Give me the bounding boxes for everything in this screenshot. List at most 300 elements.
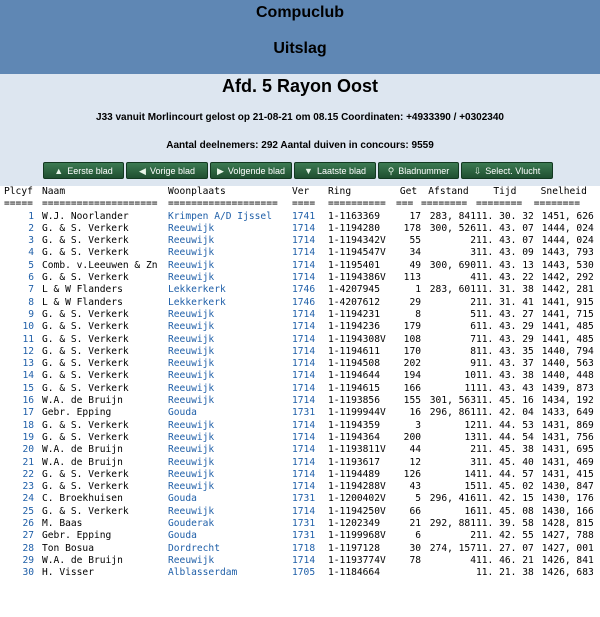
city-cell[interactable]: Reeuwijk (168, 358, 215, 370)
ring-cell: 1-1195401 (328, 259, 380, 271)
table-row (4, 235, 594, 247)
last-page-button[interactable] (294, 162, 376, 179)
city-cell[interactable]: Reeuwijk (168, 554, 215, 566)
name-cell: G. & S. Verkerk (42, 308, 129, 320)
name-cell: Gebr. Epping (42, 407, 112, 419)
first-page-button[interactable] (43, 162, 124, 179)
table-row (4, 407, 594, 419)
speed-cell: 1442, 292 (541, 272, 594, 284)
city-cell[interactable]: Reeuwijk (168, 272, 215, 284)
table-row (4, 444, 594, 456)
ring-cell: 1-4207612 (328, 296, 380, 308)
time-cell: 11. 43. 29 (476, 321, 534, 333)
place-cell: 27 (22, 530, 34, 542)
ver-cell[interactable]: 1714 (292, 554, 316, 566)
time-cell: 11. 21. 38 (476, 567, 534, 579)
table-row (4, 260, 594, 272)
get-cell: 5 (415, 493, 421, 505)
arrow-left-icon: ◀ (139, 166, 146, 176)
spacer-cell (34, 383, 42, 395)
distance-cell: 2 (470, 235, 476, 247)
select-flight-label: Select. Vlucht (485, 166, 541, 176)
city-cell[interactable]: Reeuwijk (168, 259, 215, 271)
ring-cell: 1-1193856 (328, 395, 380, 407)
speed-cell: 1427, 788 (541, 530, 594, 542)
get-cell: 155 (403, 395, 421, 407)
sep-plcyf: ===== (4, 198, 33, 210)
ver-cell[interactable]: 1714 (292, 395, 316, 407)
distance-cell: 14 (464, 468, 476, 480)
ring-cell: 1-1194547V (328, 247, 386, 259)
section-title: Afd. 5 Rayon Oost (221, 76, 378, 96)
table-header (4, 186, 594, 198)
ring-cell: 1-1200402V (328, 493, 386, 505)
ver-cell[interactable]: 1714 (292, 481, 316, 493)
name-cell: G. & S. Verkerk (42, 370, 129, 382)
speed-cell: 1431, 695 (541, 444, 594, 456)
spacer-cell (34, 444, 42, 456)
get-cell: 3 (415, 419, 421, 431)
city-cell[interactable]: Reeuwijk (168, 222, 215, 234)
speed-cell: 1431, 469 (541, 456, 594, 468)
table-row (4, 297, 594, 309)
distance-cell: 11 (464, 382, 476, 394)
time-cell: 11. 43. 22 (476, 272, 534, 284)
city-cell[interactable]: Reeuwijk (168, 444, 215, 456)
col-snelheid: Snelheid (540, 186, 587, 197)
ver-cell[interactable]: 1714 (292, 468, 316, 480)
time-cell: 11. 45. 38 (476, 444, 534, 456)
name-cell: Gebr. Epping (42, 530, 112, 542)
city-cell[interactable]: Krimpen A/D Ijssel (168, 210, 272, 222)
ring-cell: 1-1199968V (328, 530, 386, 542)
ver-cell[interactable]: 1741 (292, 210, 316, 222)
previous-page-button[interactable] (126, 162, 208, 179)
ring-cell: 1-1194236 (328, 321, 380, 333)
ring-cell: 1-1194280 (328, 222, 380, 234)
city-cell[interactable]: Reeuwijk (168, 247, 215, 259)
name-cell: W.J. Noorlander (42, 210, 129, 222)
spacer-cell (34, 211, 42, 223)
sep-tijd: ======== (476, 198, 523, 210)
table-row (4, 506, 594, 518)
sep-get: === (396, 198, 414, 210)
name-cell: C. Broekhuisen (42, 493, 123, 505)
ver-cell[interactable]: 1714 (292, 505, 316, 517)
speed-cell: 1426, 683 (541, 567, 594, 579)
name-cell: L & W Flanders (42, 296, 123, 308)
city-cell[interactable]: Reeuwijk (168, 505, 215, 517)
get-cell: 113 (403, 272, 421, 284)
ring-cell: 1-1194359 (328, 419, 380, 431)
speed-cell: 1431, 415 (541, 468, 594, 480)
ring-cell: 1-1197128 (328, 542, 380, 554)
name-cell: G. & S. Verkerk (42, 468, 129, 480)
select-flight-button[interactable] (461, 162, 553, 179)
ver-cell[interactable]: 1746 (292, 296, 316, 308)
speed-cell: 1440, 794 (541, 345, 594, 357)
ver-cell[interactable]: 1714 (292, 382, 316, 394)
distance-cell: 5 (470, 308, 476, 320)
app-title: Compuclub (256, 4, 344, 21)
city-cell[interactable]: Dordrecht (168, 542, 220, 554)
name-cell: W.A. de Bruijn (42, 554, 123, 566)
ver-cell[interactable]: 1714 (292, 370, 316, 382)
ver-cell[interactable]: 1731 (292, 493, 316, 505)
place-cell: 17 (22, 407, 34, 419)
get-cell: 17 (409, 210, 421, 222)
name-cell: H. Visser (42, 567, 94, 579)
city-cell[interactable]: Reeuwijk (168, 333, 215, 345)
city-cell[interactable]: Reeuwijk (168, 481, 215, 493)
name-cell: G. & S. Verkerk (42, 481, 129, 493)
speed-cell: 1433, 649 (541, 407, 594, 419)
time-cell: 11. 43. 07 (476, 235, 534, 247)
get-cell: 166 (403, 382, 421, 394)
place-cell: 10 (22, 321, 34, 333)
spacer-cell (34, 420, 42, 432)
name-cell: G. & S. Verkerk (42, 333, 129, 345)
spacer-cell (34, 272, 42, 284)
download-icon: ⇩ (473, 166, 482, 176)
place-cell: 13 (22, 358, 34, 370)
ring-cell: 1-1163369 (328, 210, 380, 222)
city-cell[interactable]: Reeuwijk (168, 419, 215, 431)
distance-cell: 6 (470, 321, 476, 333)
sep-snelheid: ======== (533, 198, 580, 210)
get-cell: 16 (409, 407, 421, 419)
speed-cell: 1439, 873 (541, 382, 594, 394)
table-row (4, 530, 594, 542)
city-cell[interactable]: Gouderak (168, 518, 215, 530)
ver-cell[interactable]: 1714 (292, 272, 316, 284)
distance-cell: 300, 690 (429, 259, 476, 271)
place-cell: 25 (22, 505, 34, 517)
ver-cell[interactable]: 1714 (292, 444, 316, 456)
speed-cell: 1440, 448 (541, 370, 594, 382)
ver-cell[interactable]: 1714 (292, 431, 316, 443)
time-cell: 11. 39. 58 (476, 518, 534, 530)
table-row (4, 370, 594, 382)
distance-cell: 12 (464, 419, 476, 431)
search-icon: ⚲ (387, 166, 395, 176)
speed-cell: 1431, 869 (541, 419, 594, 431)
get-cell: 1 (415, 284, 421, 296)
col-get: Get (399, 186, 418, 197)
distance-cell: 3 (470, 247, 476, 259)
results-table (4, 186, 594, 580)
get-cell: 6 (415, 530, 421, 542)
place-cell: 30 (22, 567, 34, 579)
get-cell: 34 (409, 247, 421, 259)
ver-cell[interactable]: 1718 (292, 542, 316, 554)
speed-cell: 1451, 626 (541, 210, 594, 222)
spacer-cell (34, 407, 42, 419)
place-cell: 2 (28, 222, 34, 234)
time-cell: 11. 43. 43 (476, 382, 534, 394)
col-naam: Naam (42, 186, 66, 197)
col-plcyf: Plcyf (4, 186, 33, 197)
speed-cell: 1443, 530 (541, 259, 594, 271)
sep-woonplaats: =================== (168, 198, 278, 210)
city-cell[interactable]: Gouda (168, 407, 197, 419)
place-cell: 11 (22, 333, 34, 345)
distance-cell: 283, 601 (429, 284, 476, 296)
ver-cell[interactable]: 1731 (292, 518, 316, 530)
race-stats: Aantal deelnemers: 292 Aantal duiven in concours: 9559 (166, 140, 434, 151)
table-row (4, 555, 594, 567)
speed-cell: 1441, 485 (541, 321, 594, 333)
name-cell: L & W Flanders (42, 284, 123, 296)
speed-cell: 1430, 176 (541, 493, 594, 505)
ver-cell[interactable]: 1714 (292, 308, 316, 320)
city-cell[interactable]: Reeuwijk (168, 308, 215, 320)
speed-cell: 1430, 166 (541, 505, 594, 517)
place-cell: 16 (22, 395, 34, 407)
first-page-icon: ▲ (54, 166, 64, 176)
place-cell: 7 (28, 284, 34, 296)
spacer-cell (34, 358, 42, 370)
speed-cell: 1427, 001 (541, 542, 594, 554)
ver-cell[interactable]: 1714 (292, 247, 316, 259)
speed-cell: 1431, 756 (541, 431, 594, 443)
name-cell: G. & S. Verkerk (42, 247, 129, 259)
sep-afstand: ======== (421, 198, 468, 210)
get-cell: 8 (415, 308, 421, 320)
distance-cell: 8 (470, 345, 476, 357)
last-page-label: Laatste blad (316, 166, 366, 176)
distance-cell: 16 (464, 505, 476, 517)
place-cell: 14 (22, 370, 34, 382)
table-row (4, 284, 594, 296)
place-cell: 12 (22, 345, 34, 357)
ring-cell: 1-1194364 (328, 431, 380, 443)
city-cell[interactable]: Reeuwijk (168, 395, 215, 407)
spacer-cell (34, 297, 42, 309)
city-cell[interactable]: Reeuwijk (168, 321, 215, 333)
place-cell: 28 (22, 542, 34, 554)
name-cell: M. Baas (42, 518, 83, 530)
name-cell: G. & S. Verkerk (42, 321, 129, 333)
speed-cell: 1442, 281 (541, 284, 594, 296)
ver-cell[interactable]: 1714 (292, 333, 316, 345)
table-row (4, 247, 594, 259)
distance-cell: 283, 841 (429, 210, 476, 222)
table-row (4, 432, 594, 444)
spacer-cell (34, 493, 42, 505)
col-woonplaats: Woonplaats (168, 186, 226, 197)
name-cell: Comb. v.Leeuwen & Zn (42, 259, 158, 271)
city-cell[interactable]: Reeuwijk (168, 345, 215, 357)
time-cell: 11. 31. 38 (476, 284, 534, 296)
ver-cell[interactable]: 1714 (292, 456, 316, 468)
speed-cell: 1444, 024 (541, 235, 594, 247)
spacer-cell (34, 432, 42, 444)
table-row (4, 518, 594, 530)
ver-cell[interactable]: 1731 (292, 407, 316, 419)
ver-cell[interactable]: 1714 (292, 259, 316, 271)
city-cell[interactable]: Gouda (168, 493, 197, 505)
table-row (4, 223, 594, 235)
ring-cell: 1-1194386V (328, 272, 386, 284)
distance-cell: 4 (470, 272, 476, 284)
arrow-right-icon: ▶ (217, 166, 224, 176)
spacer-cell (34, 321, 42, 333)
get-cell: 30 (409, 542, 421, 554)
table-row (4, 334, 594, 346)
distance-cell: 2 (470, 296, 476, 308)
speed-cell: 1434, 192 (541, 395, 594, 407)
time-cell: 11. 44. 54 (476, 431, 534, 443)
table-row (4, 272, 594, 284)
ver-cell[interactable]: 1731 (292, 530, 316, 542)
navigation-toolbar (0, 158, 600, 186)
city-cell[interactable]: Gouda (168, 530, 197, 542)
time-cell: 11. 27. 07 (476, 542, 534, 554)
ver-cell[interactable]: 1714 (292, 321, 316, 333)
distance-cell: 15 (464, 481, 476, 493)
ring-cell: 1-1194250V (328, 505, 386, 517)
name-cell: G. & S. Verkerk (42, 382, 129, 394)
place-cell: 15 (22, 382, 34, 394)
place-cell: 29 (22, 554, 34, 566)
city-cell[interactable]: Alblasserdam (168, 567, 238, 579)
get-cell: 178 (403, 222, 421, 234)
name-cell: W.A. de Bruijn (42, 444, 123, 456)
name-cell: Ton Bosua (42, 542, 94, 554)
city-cell[interactable]: Lekkerkerk (168, 296, 226, 308)
city-cell[interactable]: Reeuwijk (168, 382, 215, 394)
distance-cell: 292, 881 (429, 518, 476, 530)
distance-cell: 9 (470, 358, 476, 370)
ring-cell: 1-1193774V (328, 554, 386, 566)
name-cell: G. & S. Verkerk (42, 431, 129, 443)
time-cell: 11. 30. 32 (476, 210, 534, 222)
time-cell: 11. 43. 09 (476, 247, 534, 259)
spacer-cell (34, 334, 42, 346)
ver-cell[interactable]: 1714 (292, 222, 316, 234)
spacer-cell (34, 518, 42, 530)
get-cell: 55 (409, 235, 421, 247)
city-cell[interactable]: Reeuwijk (168, 235, 215, 247)
spacer-cell (34, 530, 42, 542)
spacer-cell (34, 457, 42, 469)
spacer-cell (34, 309, 42, 321)
time-cell: 11. 43. 38 (476, 370, 534, 382)
time-cell: 11. 43. 29 (476, 333, 534, 345)
city-cell[interactable]: Reeuwijk (168, 456, 215, 468)
ring-cell: 1-1199944V (328, 407, 386, 419)
spacer-cell (34, 223, 42, 235)
ver-cell[interactable]: 1746 (292, 284, 316, 296)
time-cell: 11. 43. 37 (476, 358, 534, 370)
place-cell: 19 (22, 431, 34, 443)
table-row (4, 457, 594, 469)
place-cell: 23 (22, 481, 34, 493)
spacer-cell (34, 346, 42, 358)
city-cell[interactable]: Reeuwijk (168, 468, 215, 480)
ver-cell[interactable]: 1705 (292, 567, 316, 579)
first-page-label: Eerste blad (67, 166, 113, 176)
get-cell: 179 (403, 321, 421, 333)
ver-cell[interactable]: 1714 (292, 235, 316, 247)
name-cell: G. & S. Verkerk (42, 345, 129, 357)
ring-cell: 1-1184664 (328, 567, 380, 579)
place-cell: 6 (28, 272, 34, 284)
spacer-cell (34, 469, 42, 481)
spacer-cell (34, 395, 42, 407)
time-cell: 11. 45. 02 (476, 481, 534, 493)
distance-cell: 10 (464, 370, 476, 382)
table-row (4, 420, 594, 432)
get-cell: 200 (403, 431, 421, 443)
name-cell: G. & S. Verkerk (42, 505, 129, 517)
name-cell: W.A. de Bruijn (42, 395, 123, 407)
time-cell: 11. 43. 13 (476, 259, 534, 271)
ring-cell: 1-1202349 (328, 518, 380, 530)
speed-cell: 1430, 847 (541, 481, 594, 493)
ring-cell: 1-1193617 (328, 456, 380, 468)
place-cell: 18 (22, 419, 34, 431)
place-cell: 26 (22, 518, 34, 530)
race-details: J33 vanuit Morlincourt gelost op 21-08-21 om 08.15 Coordinaten: +4933390 / +0302340 (96, 112, 504, 123)
ver-cell[interactable]: 1714 (292, 419, 316, 431)
city-cell[interactable]: Reeuwijk (168, 431, 215, 443)
get-cell: 21 (409, 518, 421, 530)
time-cell: 11. 44. 57 (476, 468, 534, 480)
spacer-cell (34, 555, 42, 567)
sep-ring: ========== (328, 198, 386, 210)
next-page-label: Volgende blad (227, 166, 285, 176)
distance-cell: 2 (470, 444, 476, 456)
table-row (4, 481, 594, 493)
distance-cell: 296, 416 (429, 493, 476, 505)
spacer-cell (34, 506, 42, 518)
page-number-label: Bladnummer (398, 166, 450, 176)
col-tijd: Tijd (493, 186, 517, 197)
page-number-button[interactable] (378, 162, 459, 179)
get-cell: 78 (409, 554, 421, 566)
city-cell[interactable]: Lekkerkerk (168, 284, 226, 296)
time-cell: 11. 43. 07 (476, 222, 534, 234)
get-cell: 43 (409, 481, 421, 493)
spacer-cell (34, 370, 42, 382)
last-page-icon: ▼ (304, 166, 313, 176)
table-separator (4, 198, 594, 210)
spacer-cell (34, 260, 42, 272)
distance-cell: 13 (464, 431, 476, 443)
speed-cell: 1440, 563 (541, 358, 594, 370)
speed-cell: 1441, 715 (541, 308, 594, 320)
previous-page-label: Vorige blad (149, 166, 195, 176)
time-cell: 11. 43. 35 (476, 345, 534, 357)
city-cell[interactable]: Reeuwijk (168, 370, 215, 382)
distance-cell: 296, 861 (429, 407, 476, 419)
get-cell: 194 (403, 370, 421, 382)
time-cell: 11. 31. 41 (476, 296, 534, 308)
place-cell: 5 (28, 259, 34, 271)
time-cell: 11. 46. 21 (476, 554, 534, 566)
distance-cell: 301, 563 (429, 395, 476, 407)
speed-cell: 1428, 815 (541, 518, 594, 530)
ver-cell[interactable]: 1714 (292, 358, 316, 370)
ring-cell: 1-1194508 (328, 358, 380, 370)
place-cell: 8 (28, 296, 34, 308)
ver-cell[interactable]: 1714 (292, 345, 316, 357)
next-page-button[interactable] (210, 162, 292, 179)
table-row (4, 346, 594, 358)
page-header (0, 0, 600, 74)
